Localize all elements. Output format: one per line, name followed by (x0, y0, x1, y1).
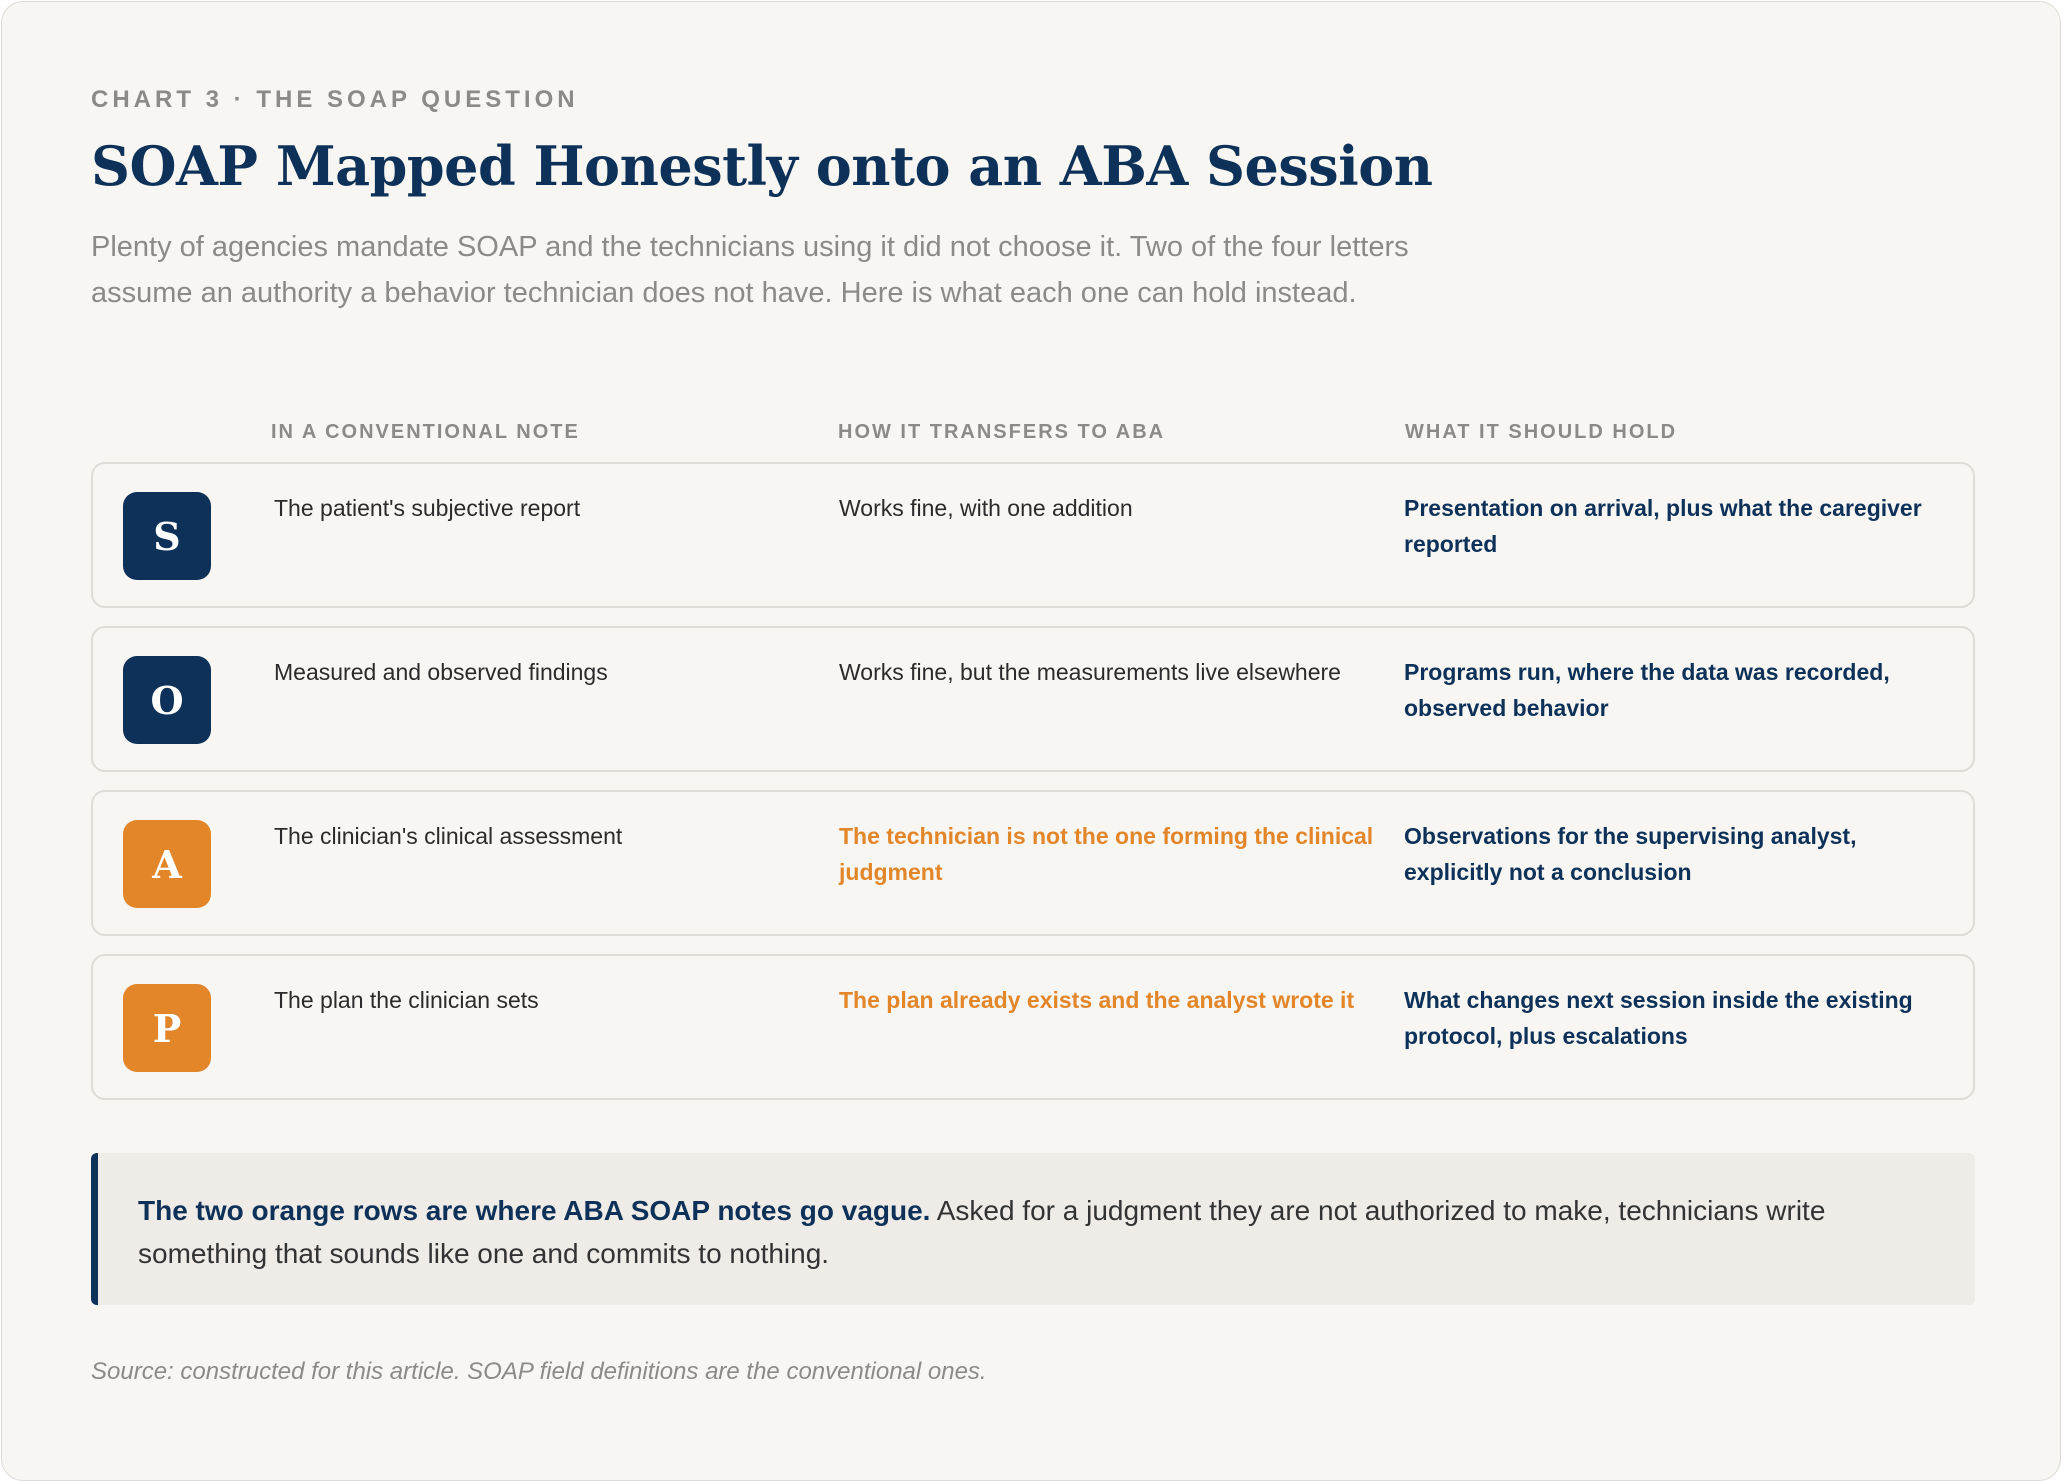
chart-card (1, 1, 2061, 1481)
conventional-cell: The clinician's clinical assessment (274, 823, 623, 849)
column-header-hold: WHAT IT SHOULD HOLD (1405, 421, 1678, 443)
soap-row-p (91, 954, 1975, 1100)
transfer-cell: Works fine, but the measurements live elsewhere (839, 659, 1341, 685)
callout-box (91, 1153, 1975, 1305)
transfer-cell: The plan already exists and the analyst wrote it (839, 987, 1355, 1013)
hold-cell: Observations for the supervising analyst, explicitly not a conclusion (1404, 823, 1857, 885)
soap-row-s (91, 462, 1975, 608)
letter-badge: P (123, 984, 211, 1072)
callout-body: Asked for a judgment they are not authorized to make, technicians write something that sounds like one and commits to nothing. (138, 1195, 1826, 1269)
conventional-cell: The plan the clinician sets (274, 987, 539, 1013)
page-title: SOAP Mapped Honestly onto an ABA Session (91, 134, 1433, 198)
hold-cell: Programs run, where the data was recorded, observed behavior (1404, 659, 1890, 721)
transfer-cell: Works fine, with one addition (839, 495, 1133, 521)
source-note: Source: constructed for this article. SOAP field definitions are the conventional ones. (91, 1358, 987, 1385)
letter-badge: A (123, 820, 211, 908)
callout-lead: The two orange rows are where ABA SOAP notes go vague. (138, 1195, 931, 1226)
soap-row-o (91, 626, 1975, 772)
subtitle: Plenty of agencies mandate SOAP and the technicians using it did not choose it. Two of the four letters assume an authority a behavior technician does not have. Here is what each one can hold instead. (91, 231, 1409, 309)
transfer-cell: The technician is not the one forming the clinical judgment (839, 823, 1374, 885)
column-header-conventional: IN A CONVENTIONAL NOTE (271, 421, 580, 443)
eyebrow-label: CHART 3 · THE SOAP QUESTION (91, 86, 579, 113)
conventional-cell: The patient's subjective report (274, 495, 581, 521)
letter-badge: S (123, 492, 211, 580)
hold-cell: Presentation on arrival, plus what the caregiver reported (1404, 495, 1922, 557)
conventional-cell: Measured and observed findings (274, 659, 608, 685)
soap-row-a (91, 790, 1975, 936)
hold-cell: What changes next session inside the existing protocol, plus escalations (1404, 987, 1913, 1049)
column-header-transfer: HOW IT TRANSFERS TO ABA (838, 421, 1166, 443)
letter-badge: O (123, 656, 211, 744)
